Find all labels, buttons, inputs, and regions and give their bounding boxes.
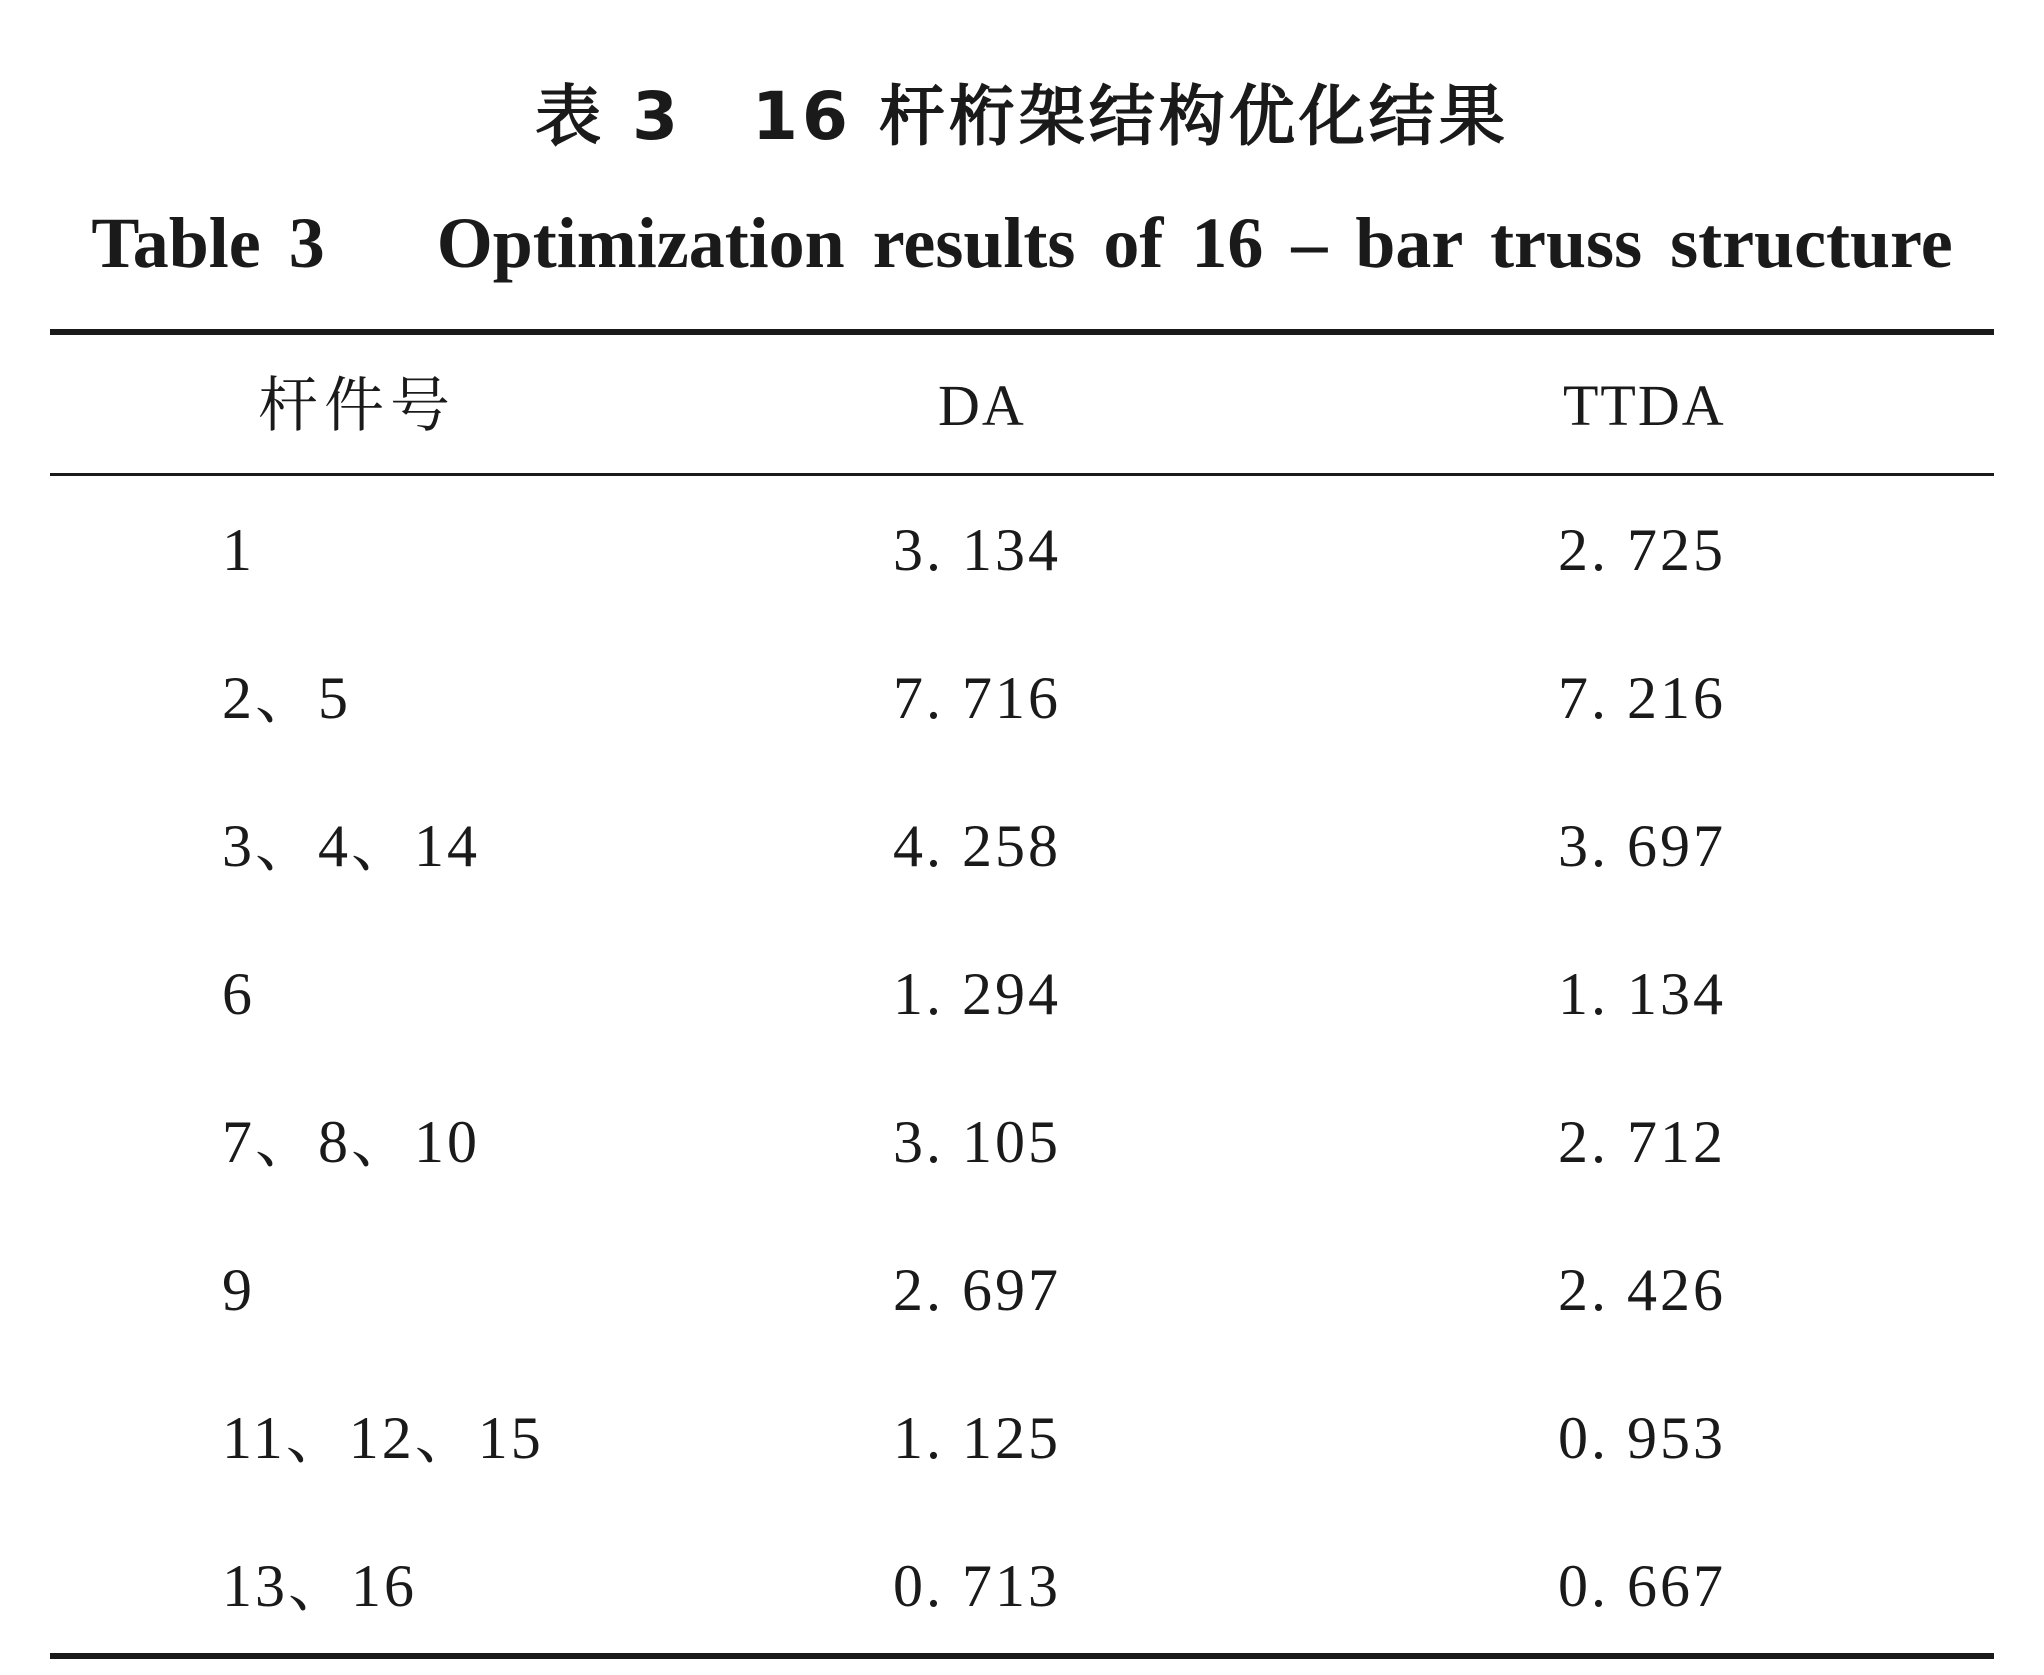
bar-number-cell: 2、5: [222, 665, 351, 731]
bar-number-cell: 6: [222, 961, 255, 1027]
ttda-value-cell: 2. 712: [1558, 1109, 1726, 1175]
da-value-cell: 4. 258: [893, 813, 1061, 879]
table-title-english: Table 3 Optimization results of 16 – bar truss structure: [91, 203, 1953, 283]
da-value-cell: 3. 105: [893, 1109, 1061, 1175]
table-bottom-rule: [50, 1653, 1994, 1659]
table-header-rule: [50, 473, 1994, 476]
column-header-bar-number: 杆件号: [258, 371, 456, 441]
column-header-ttda: TTDA: [1563, 373, 1726, 438]
ttda-value-cell: 0. 667: [1558, 1553, 1726, 1619]
ttda-value-cell: 2. 426: [1558, 1257, 1726, 1323]
bar-number-cell: 9: [222, 1257, 255, 1323]
table-title-chinese: 表 3 16 杆桁架结构优化结果: [535, 78, 1509, 155]
da-value-cell: 7. 716: [893, 665, 1061, 731]
bar-number-cell: 13、16: [222, 1553, 417, 1619]
da-value-cell: 3. 134: [893, 517, 1061, 583]
bar-number-cell: 7、8、10: [222, 1109, 480, 1175]
bar-number-cell: 11、12、15: [222, 1405, 544, 1471]
bar-number-cell: 3、4、14: [222, 813, 480, 879]
da-value-cell: 0. 713: [893, 1553, 1061, 1619]
ttda-value-cell: 0. 953: [1558, 1405, 1726, 1471]
da-value-cell: 1. 125: [893, 1405, 1061, 1471]
da-value-cell: 1. 294: [893, 961, 1061, 1027]
da-value-cell: 2. 697: [893, 1257, 1061, 1323]
column-header-da: DA: [938, 373, 1026, 438]
ttda-value-cell: 7. 216: [1558, 665, 1726, 731]
ttda-value-cell: 2. 725: [1558, 517, 1726, 583]
bar-number-cell: 1: [222, 517, 255, 583]
ttda-value-cell: 3. 697: [1558, 813, 1726, 879]
table-top-rule: [50, 329, 1994, 335]
ttda-value-cell: 1. 134: [1558, 961, 1726, 1027]
